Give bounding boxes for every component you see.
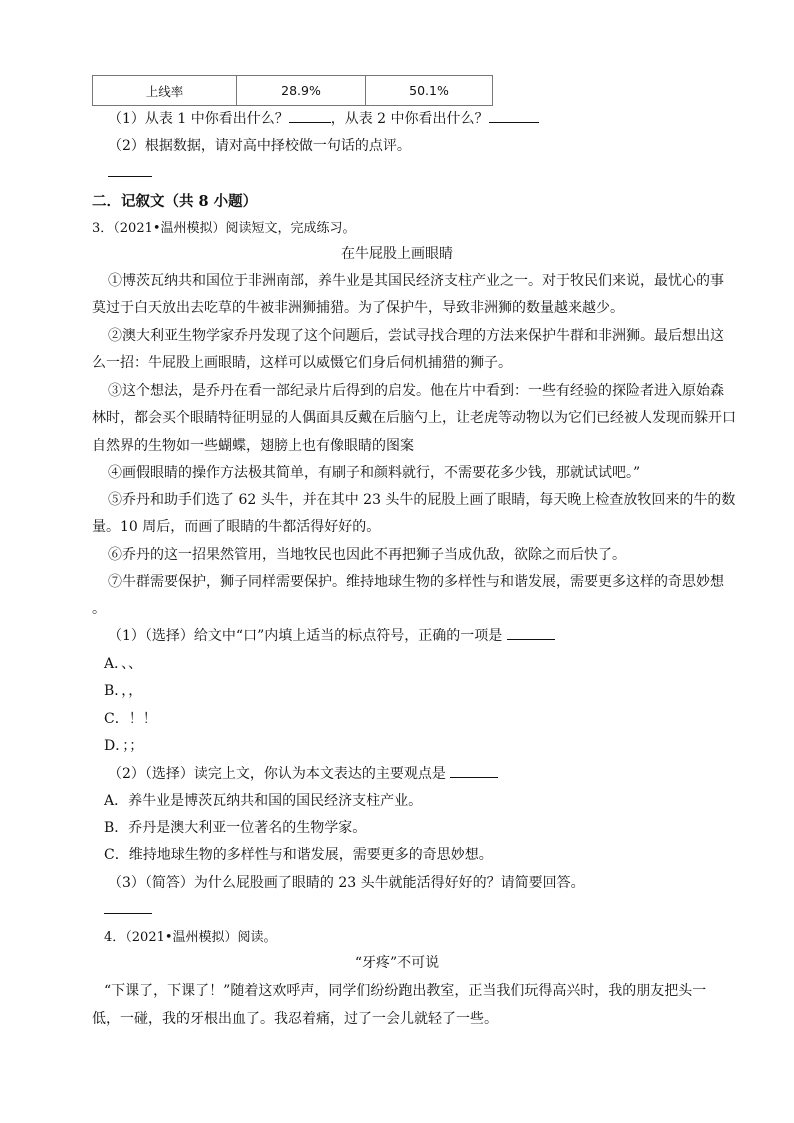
paragraph-line: ⑦牛群需要保护，狮子同样需要保护。维持地球生物的多样性与和谐发展，需要更多这样的奇思妙想 <box>108 574 724 590</box>
paragraph-line: ⑥乔丹的这一招果然管用，当地牧民也因此不再把狮子当成仇敌，欲除之而后快了。 <box>108 547 626 563</box>
answer-blank[interactable] <box>450 776 498 778</box>
paragraph-line: ①博茨瓦纳共和国位于非洲南部，养牛业是其国民经济支柱产业之一。对于牧民们来说，最忧心的事 <box>108 273 724 289</box>
paragraph-line: 莫过于白天放出去吃草的牛被非洲狮捕猎。为了保护牛，导致非洲狮的数量越来越少。 <box>92 300 624 316</box>
answer-blank[interactable] <box>507 638 555 640</box>
question-1-part-b: ，从表 2 中你看出什么？ <box>330 111 489 127</box>
answer-line[interactable] <box>104 913 152 914</box>
item-4-header: 4．（2021•温州模拟）阅读。 <box>104 930 277 945</box>
answer-blank[interactable] <box>489 121 539 123</box>
option-b[interactable]: B．，， <box>104 683 143 699</box>
table-row <box>93 76 493 106</box>
sub-question-3: （3）（简答）为什么屁股画了眼睛的 23 头牛就能活得好好的？请简要回答。 <box>108 875 585 891</box>
paragraph-line: ⑤乔丹和助手们选了 62 头牛，并在其中 23 头牛的屁股上画了眼睛，每天晚上检查放牧回来的牛的数 <box>108 492 736 508</box>
paragraph-line: ④画假眼睛的操作方法极其简单，有刷子和颜料就行，不需要花多少钱，那就试试吧。” <box>108 465 641 481</box>
sub-question-1-text: （1）（选择）给文中“口”内填上适当的标点符号，正确的一项是 <box>108 628 503 644</box>
item-3-title: 在牛屁股上画眼睛 <box>341 246 453 262</box>
paragraph-line: 林时，都会买个眼睛特征明显的人偶面具反戴在后脑勺上，让老虎等动物以为它们已经被人发现而躲开口 <box>92 410 736 426</box>
item-4-title: “牙疼”不可说 <box>354 955 440 971</box>
paragraph-line: ③这个想法，是乔丹在看一部纪录片后得到的启发。他在片中看到：一些有经验的探险者进入原始森 <box>108 383 724 399</box>
table-cell-value-2: 50.1% <box>366 76 493 106</box>
question-1-part-a: （1）从表 1 中你看出什么？ <box>108 111 289 127</box>
option-c[interactable]: C．维持地球生物的多样性与和谐发展，需要更多的奇思妙想。 <box>104 847 493 863</box>
answer-blank[interactable] <box>289 121 331 123</box>
table-cell-value-1: 28.9% <box>237 76 366 106</box>
question-1 <box>108 108 539 128</box>
paragraph-line: 量。10 周后，而画了眼睛的牛都活得好好的。 <box>92 519 381 535</box>
paragraph-line: 低，一碰，我的牙根出血了。我忍着痛，过了一会儿就轻了一些。 <box>92 1011 498 1027</box>
option-b[interactable]: B．乔丹是澳大利亚一位著名的生物学家。 <box>104 820 367 836</box>
table-cell-label: 上线率 <box>93 76 237 106</box>
paragraph-line: 么一招：牛屁股上画眼睛，这样可以威慑它们身后伺机捕猎的狮子。 <box>92 355 512 371</box>
section-title: 二．记叙文（共 8 小题） <box>92 193 258 210</box>
option-d[interactable]: D．；； <box>104 738 144 754</box>
paragraph-line: ②澳大利亚生物学家乔丹发现了这个问题后，尝试寻找合理的方法来保护牛群和非洲狮。最后想出这 <box>108 328 724 344</box>
answer-line[interactable] <box>108 176 152 177</box>
sub-question-2-text: （2）（选择）读完上文，你认为本文表达的主要观点是 <box>108 766 446 782</box>
question-2: （2）根据数据，请对高中择校做一句话的点评。 <box>108 138 411 154</box>
item-3-header: 3．（2021•温州模拟）阅读短文，完成练习。 <box>92 221 356 236</box>
paragraph-line: 。 <box>92 601 106 617</box>
paragraph-line: 自然界的生物如一些蝴蝶，翅膀上也有像眼睛的图案 <box>92 438 414 454</box>
sub-question-2 <box>108 763 498 783</box>
data-table <box>92 75 493 106</box>
paragraph-line: “下课了，下课了！”随着这欢呼声，同学们纷纷跑出教室，正当我们玩得高兴时，我的朋友把头一 <box>104 983 707 999</box>
sub-question-1 <box>108 625 555 645</box>
option-a[interactable]: A．、、 <box>104 656 143 672</box>
option-a[interactable]: A．养牛业是博茨瓦纳共和国的国民经济支柱产业。 <box>104 793 423 809</box>
option-c[interactable]: C．！！ <box>104 711 157 727</box>
